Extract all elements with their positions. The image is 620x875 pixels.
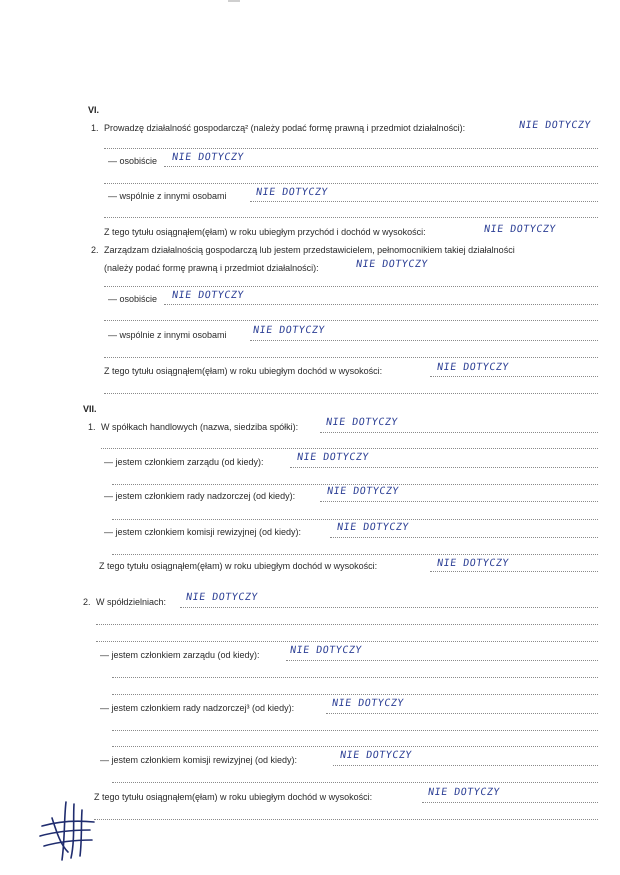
jointly-label: — wspólnie z innymi osobami	[108, 191, 227, 201]
fill-line	[180, 607, 598, 608]
fill-line	[112, 519, 598, 520]
supervisory-answer: NIE DOTYCZY	[326, 486, 400, 497]
fill-line	[112, 677, 598, 678]
fill-line	[104, 286, 598, 287]
fill-line	[94, 819, 598, 820]
section-vi-heading: VI.	[88, 105, 100, 115]
fill-line	[250, 340, 598, 341]
handwritten-initials-icon	[38, 800, 98, 862]
management-answer: NIE DOTYCZY	[355, 259, 429, 270]
business-activity-label: Prowadzę działalność gospodarczą² (należy podać formę prawną i przedmiot działalności):	[104, 123, 466, 133]
income-label: Z tego tytułu osiągnąłem(ęłam) w roku ubiegłym dochód w wysokości:	[104, 366, 383, 376]
commercial-companies-answer: NIE DOTYCZY	[325, 417, 399, 428]
jointly-label: — wspólnie z innymi osobami	[108, 330, 227, 340]
fill-line	[430, 571, 598, 572]
fill-line	[112, 730, 598, 731]
fill-line	[164, 166, 598, 167]
fill-line	[290, 467, 598, 468]
supervisory-answer: NIE DOTYCZY	[331, 698, 405, 709]
fill-line	[104, 183, 598, 184]
income-label: Z tego tytułu osiągnąłem(ęłam) w roku ubiegłym dochód w wysokości:	[94, 792, 373, 802]
fill-line	[96, 641, 598, 642]
audit-committee-answer: NIE DOTYCZY	[339, 750, 413, 761]
cooperatives-label: W spółdzielniach:	[96, 597, 167, 607]
fill-line	[164, 304, 598, 305]
fill-line	[101, 448, 598, 449]
fill-line	[104, 320, 598, 321]
commercial-companies-label: W spółkach handlowych (nazwa, siedziba spółki):	[101, 422, 299, 432]
personally-answer: NIE DOTYCZY	[171, 152, 245, 163]
fill-line	[250, 201, 598, 202]
jointly-answer: NIE DOTYCZY	[255, 187, 329, 198]
supervisory-label: — jestem członkiem rady nadzorczej³ (od kiedy):	[100, 703, 295, 713]
personally-label: — osobiście	[108, 294, 158, 304]
fill-line	[112, 554, 598, 555]
item-number: 2.	[83, 597, 91, 607]
management-label-cont: (należy podać formę prawną i przedmiot działalności):	[104, 263, 319, 273]
fill-line	[330, 537, 598, 538]
income-label: Z tego tytułu osiągnąłem(ęłam) w roku ubiegłym dochód w wysokości:	[99, 561, 378, 571]
board-label: — jestem członkiem zarządu (od kiedy):	[104, 457, 264, 467]
fill-line	[96, 624, 598, 625]
audit-committee-answer: NIE DOTYCZY	[336, 522, 410, 533]
fill-line	[112, 694, 598, 695]
item-number: 2.	[91, 245, 99, 255]
income-answer: NIE DOTYCZY	[436, 362, 510, 373]
jointly-answer: NIE DOTYCZY	[252, 325, 326, 336]
supervisory-label: — jestem członkiem rady nadzorczej (od kiedy):	[104, 491, 296, 501]
scan-artifact	[228, 0, 240, 2]
section-vii-heading: VII.	[83, 404, 97, 414]
fill-line	[333, 765, 598, 766]
fill-line	[422, 802, 598, 803]
board-answer: NIE DOTYCZY	[289, 645, 363, 656]
income-answer: NIE DOTYCZY	[427, 787, 501, 798]
fill-line	[112, 782, 598, 783]
personally-label: — osobiście	[108, 156, 158, 166]
fill-line	[104, 217, 598, 218]
income-label: Z tego tytułu osiągnąłem(ęłam) w roku ubiegłym przychód i dochód w wysokości:	[104, 227, 426, 237]
income-answer: NIE DOTYCZY	[483, 224, 557, 235]
board-label: — jestem członkiem zarządu (od kiedy):	[100, 650, 260, 660]
fill-line	[286, 660, 598, 661]
fill-line	[326, 713, 598, 714]
fill-line	[320, 432, 598, 433]
audit-committee-label: — jestem członkiem komisji rewizyjnej (od kiedy):	[104, 527, 302, 537]
personally-answer: NIE DOTYCZY	[171, 290, 245, 301]
fill-line	[112, 484, 598, 485]
cooperatives-answer: NIE DOTYCZY	[185, 592, 259, 603]
fill-line	[104, 357, 598, 358]
item-number: 1.	[91, 123, 99, 133]
business-activity-answer: NIE DOTYCZY	[518, 120, 592, 131]
board-answer: NIE DOTYCZY	[296, 452, 370, 463]
fill-line	[104, 393, 598, 394]
item-number: 1.	[88, 422, 96, 432]
fill-line	[104, 148, 598, 149]
audit-committee-label: — jestem członkiem komisji rewizyjnej (od kiedy):	[100, 755, 298, 765]
fill-line	[112, 746, 598, 747]
management-label: Zarządzam działalnością gospodarczą lub jestem przedstawicielem, pełnomocnikiem takiej działalności	[104, 245, 515, 255]
fill-line	[430, 376, 598, 377]
income-answer: NIE DOTYCZY	[436, 558, 510, 569]
fill-line	[320, 501, 598, 502]
